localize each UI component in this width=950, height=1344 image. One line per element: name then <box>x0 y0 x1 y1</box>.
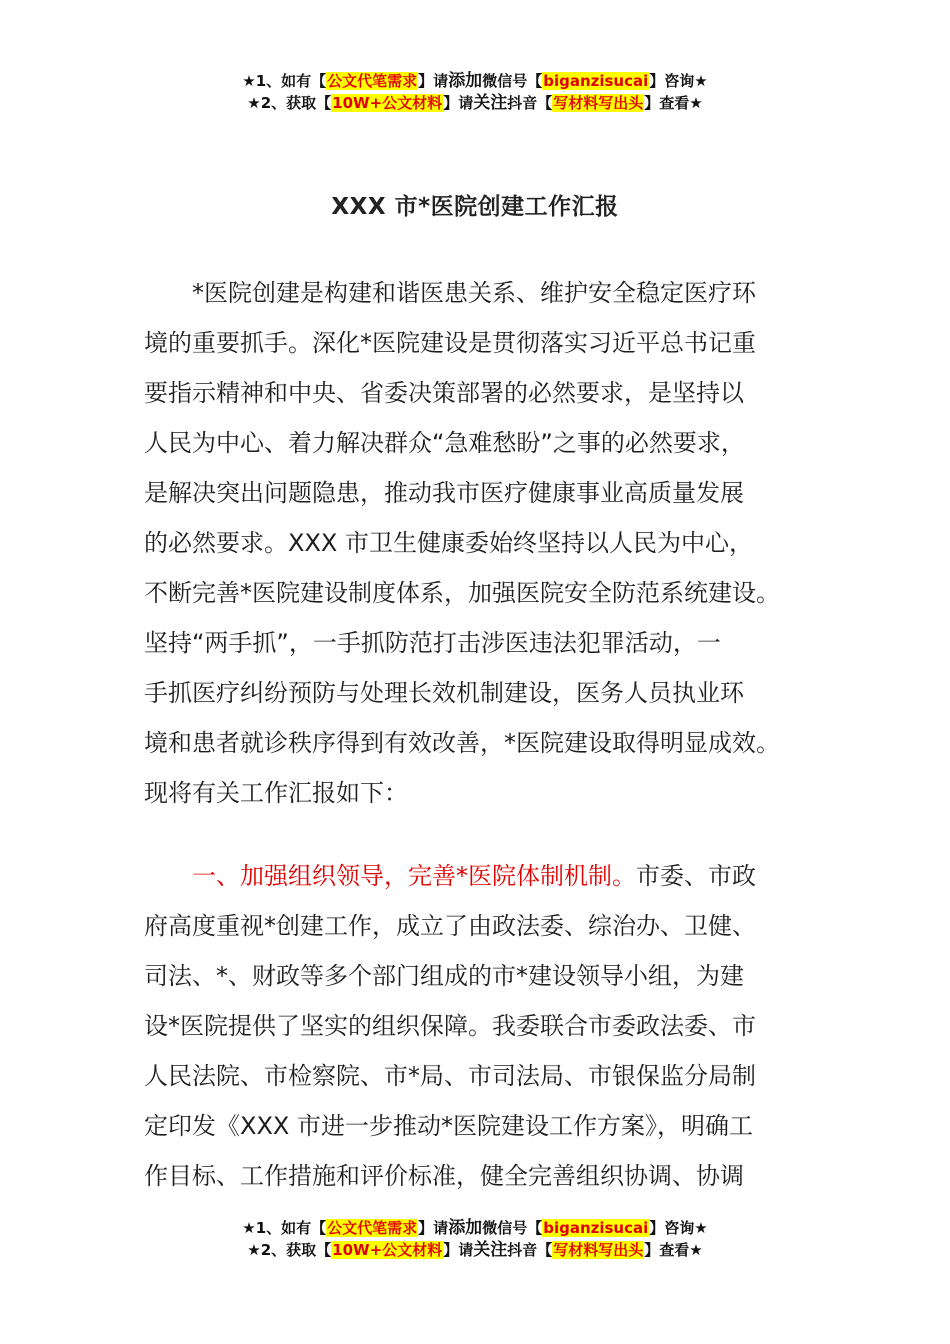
banner-emphasis: 添加 <box>448 71 483 91</box>
banner-emphasis: 关注 <box>473 93 508 113</box>
banner-highlight: 公文代笔需求 <box>327 72 418 90</box>
banner-text: 】请 <box>418 72 449 90</box>
banner-text: 】请 <box>443 94 474 112</box>
banner-text: 抖音【 <box>507 94 553 112</box>
intro-paragraph <box>144 268 816 818</box>
paragraph-line: 境和患者就诊秩序得到有效改善，*医院建设取得明显成效。 <box>144 729 780 757</box>
bottom-banner <box>0 1217 950 1261</box>
banner-text: 】咨询★ <box>649 72 708 90</box>
paragraph-line: 设*医院提供了坚实的组织保障。我委联合市委政法委、市 <box>144 1012 756 1040</box>
banner-highlight: 公文代笔需求 <box>327 1219 418 1237</box>
banner-text: 微信号【 <box>482 1219 543 1237</box>
banner-highlight: 写材料写出头 <box>553 1241 644 1259</box>
paragraph-line: 人民为中心、着力解决群众“急难愁盼”之事的必然要求， <box>144 429 745 457</box>
banner-text: 】查看★ <box>644 94 703 112</box>
banner-emphasis: 添加 <box>448 1218 483 1238</box>
paragraph-line: 坚持“两手抓”，一手抓防范打击涉医违法犯罪活动，一 <box>144 629 721 657</box>
document-title: XXX 市*医院创建工作汇报 <box>331 194 619 220</box>
paragraph-line: 手抓医疗纠纷预防与处理长效机制建设，医务人员执业环 <box>144 679 744 707</box>
paragraph-line: 境的重要抓手。深化*医院建设是贯彻落实习近平总书记重 <box>144 329 756 357</box>
section-1-text: 市委、市政 <box>636 862 756 890</box>
banner-text: ★2、获取【 <box>247 1241 332 1259</box>
banner-text: ★1、如有【 <box>242 1219 327 1237</box>
banner-text: 微信号【 <box>482 72 543 90</box>
paragraph-line: 司法、*、财政等多个部门组成的市*建设领导小组，为建 <box>144 962 744 990</box>
banner-text: 】请 <box>418 1219 449 1237</box>
banner-highlight: 10W+公文材料 <box>332 1241 443 1259</box>
top-banner <box>0 70 950 114</box>
banner-highlight: 写材料写出头 <box>553 94 644 112</box>
paragraph-line: 作目标、工作措施和评价标准，健全完善组织协调、协调 <box>144 1162 744 1190</box>
banner-line-2 <box>0 92 950 114</box>
section-1-heading: 一、加强组织领导，完善*医院体制机制。 <box>144 862 636 890</box>
paragraph-line: *医院创建是构建和谐医患关系、维护安全稳定医疗环 <box>144 279 756 307</box>
paragraph-line: 定印发《XXX 市进一步推动*医院建设工作方案》，明确工 <box>144 1112 753 1140</box>
banner-line-2 <box>0 1239 950 1261</box>
banner-text: 】查看★ <box>644 1241 703 1259</box>
paragraph-line: 现将有关工作汇报如下： <box>144 779 408 807</box>
banner-highlight: 10W+公文材料 <box>332 94 443 112</box>
paragraph-line: 是解决突出问题隐患，推动我市医疗健康事业高质量发展 <box>144 479 744 507</box>
section-1-paragraph <box>144 851 816 1201</box>
banner-text: 】咨询★ <box>649 1219 708 1237</box>
banner-emphasis: 关注 <box>473 1240 508 1260</box>
paragraph-line: 不断完善*医院建设制度体系，加强医院安全防范系统建设。 <box>144 579 780 607</box>
banner-text: ★2、获取【 <box>247 94 332 112</box>
banner-text: ★1、如有【 <box>242 72 327 90</box>
banner-line-1 <box>0 70 950 92</box>
paragraph-line: 要指示精神和中央、省委决策部署的必然要求，是坚持以 <box>144 379 744 407</box>
paragraph-line: 人民法院、市检察院、市*局、市司法局、市银保监分局制 <box>144 1062 756 1090</box>
banner-line-1 <box>0 1217 950 1239</box>
banner-text: 抖音【 <box>507 1241 553 1259</box>
paragraph-line: 府高度重视*创建工作，成立了由政法委、综治办、卫健、 <box>144 912 756 940</box>
banner-highlight: biganzisucai <box>543 1219 649 1237</box>
paragraph-line: 的必然要求。XXX 市卫生健康委始终坚持以人民为中心， <box>144 529 753 557</box>
section-1-first-line <box>144 851 816 901</box>
banner-text: 】请 <box>443 1241 474 1259</box>
banner-highlight: biganzisucai <box>543 72 649 90</box>
